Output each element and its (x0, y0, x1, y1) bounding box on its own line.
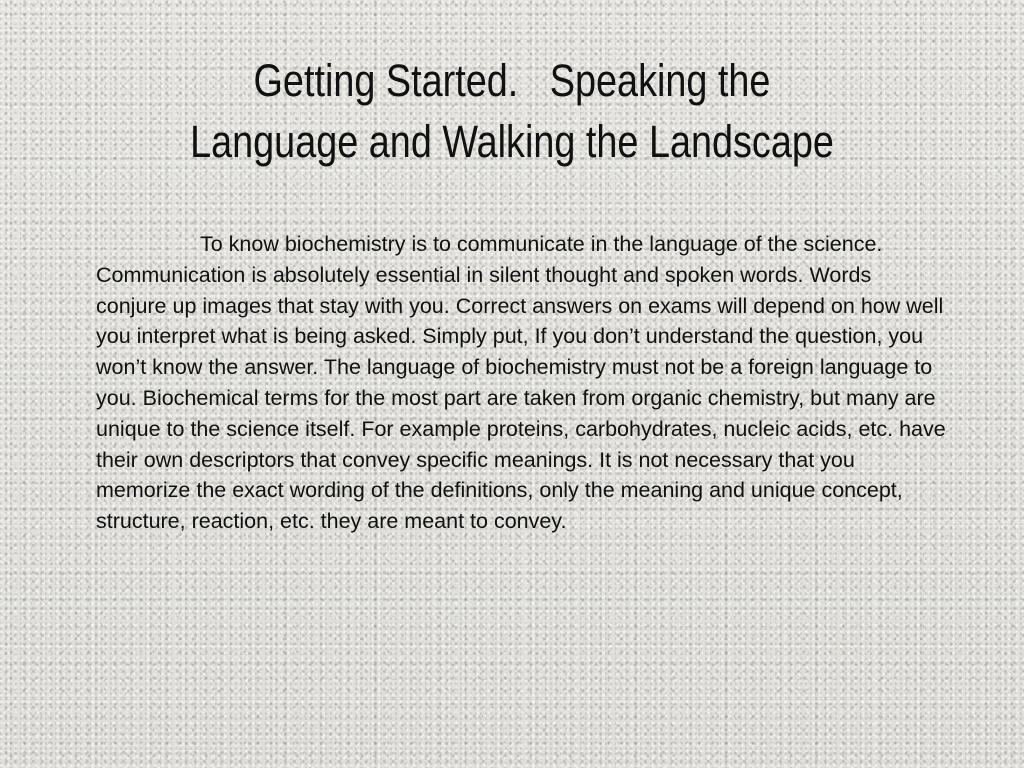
slide-title-line-1: Getting Started. Speaking the (253, 55, 771, 106)
background-tile-seam (0, 698, 1024, 699)
slide-title-line-2: Language and Walking the Landscape (190, 116, 834, 167)
slide-body-paragraph: To know biochemistry is to communicate in the language of the science. Communication is absolutely essential in silent thought and spoken words. Words conjure up images that stay with you. Correct answers on exams will depend on how well you interpret what is being asked. Simply put, If you don’t understand the question, you won’t know the answer. The language of biochemistry must not be a foreign language to you. Biochemical terms for the most part are taken from organic chemistry, but many are unique to the science itself. For example proteins, carbohydrates, nucleic acids, etc. have their own descriptors that convey specific meanings. It is not necessary that you memorize the exact wording of the definitions, only the meaning and unique concept, structure, reaction, etc. they are meant to convey. (96, 232, 946, 534)
slide-title (132, 50, 891, 172)
